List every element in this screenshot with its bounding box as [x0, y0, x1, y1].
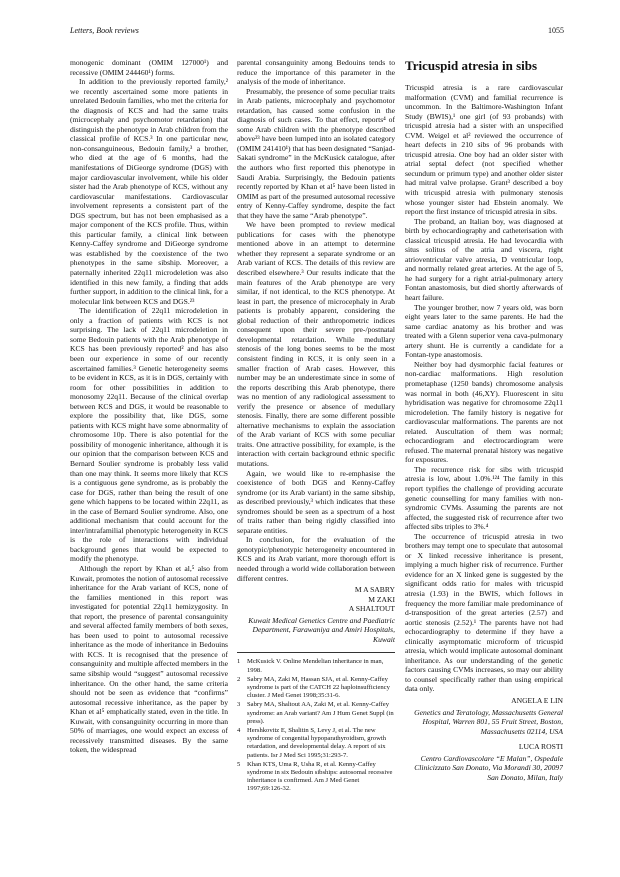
column-right [405, 58, 563, 848]
article-title: Tricuspid atresia in sibs [405, 58, 538, 73]
paragraph: In conclusion, for the evaluation of the genotypic/phenotypic heterogeneity encountered in KCS and its Arab variant, more thorough effort is needed through a world wide collaboration between different centres. [237, 535, 395, 583]
paragraph: Presumably, the presence of some peculiar traits in Arab patients, microcephaly and psychomotor retardation, has caused some confusion in the diagnosis of such cases. To that effect, reports⁴ of some Arab children with the phenotype described above²³ have been lumped into an isolated category (OMIM 241410¹) that has been designated “Sanjad-Sakati syndrome” in the McKusick catalogue, after the authors who first reported this phenotype in Saudi Arabia. Surprisingly, the Bedouin patients recently reported by Khan et al⁵ have been listed in OMIM as part of the presumed autosomal recessive entry of Kenny-Caffey syndrome, despite the fact that they have the same “Arab phenotype”. [237, 86, 395, 220]
page-number: 1055 [548, 26, 564, 35]
paragraph: The identification of 22q11 microdeletion in only a fraction of patients with KCS is not surprising. The lack of 22q11 microdeletion in some Bedouin patients with the Arab phenotype of KCS has been previously reported² and has also been our experience in some of our recently ascertained families.³ Genetic heterogeneity seems to be evident in KCS, as it is in DGS, certainly with room for other possibilities in addition to monosomy 22q11. Because of the clinical overlap between KCS and DGS, it would be reasonable to explore the possibility that, like DGS, some patients with KCS might have some abnormality of chromosome 10p. There is also potential for the possibility of monogenic inheritance, although it is our opinion that the comparison between KCS and Bernard Soulier syndrome is probably less valid than one may think. It seems more likely that KCS is a contiguous gene syndrome, as is probably the case for DGS, rather than being the result of one gene which happens to be located within 22q11, as in the case of Bernard Soulier syndrome. Also, one additional mechanism that could account for the inter/intrafamilial phenotypic heterogeneity in KCS is the role of interactions with individual background genes that would be expected to modify the phenotype. [70, 306, 228, 564]
author-name: ANGELA E LIN [511, 696, 563, 705]
reference-item [237, 658, 395, 674]
paragraph: The recurrence risk for sibs with tricuspid atresia is low, about 1.0%.¹²⁴ The family in this report typifies the challenge of providing accurate genetic counselling for many families with non-syndromic CVMs. Assuming the parents are not affected, the suggested risk of recurrence after two affected sibs triples to 3%.⁴ [405, 464, 563, 532]
author-name: LUCA ROSTI [518, 742, 563, 752]
reference-item [237, 701, 395, 726]
paragraph: Neither boy had dysmorphic facial features or non-cardiac malformations. High resolution prometaphase (1250 bands) chromosome analysis was normal in both (46,XY). Fluorescent in situ hybridisation was negative for chromosome 22q11 microdeletion. The family history is negative for cardiovascular malformations. The parents are not related. Auscultation of them was normal; echocardiogram and electrocardiogram were refused. The maternal prenatal history was negative for exposures. [405, 359, 563, 465]
author-name: A SHALTOUT [348, 604, 395, 614]
signature-block [237, 585, 395, 614]
author-affiliation: Centro Cardiovascolare “E Malan”, Ospedale Clinicizzato San Donato, Via Morandi 30, 20097 San Donato, Milan, Italy [414, 753, 563, 782]
paragraph: In addition to the previously reported family,² we recently ascertained some more patients in unrelated Bedouin families, who met the criteria for the diagnosis of KCS and had the same traits (microcephaly and psychomotor retardation) that distinguish the phenotype in Arab children from the classical profile of KCS.³ In one particular new, non-consanguineous, Bedouin family,³ a brother, who died at the age of 6 months, had the manifestations of DiGeorge syndrome (DGS) with major cardiovascular involvement, while his older sister had the Arab phenotype of KCS, without any cardiovascular manifestations. Cardiovascular involvement represents a consistent part of the DGS spectrum, but has not been emphasised as a major component of the KCS profile. Thus, within this particular family, a clinical link between Kenny-Caffey syndrome and DiGeorge syndrome was established by the coexistence of the two phenotypes in the same sibship. Moreover, a paternally inherited 22q11 microdeletion was also identified in this new family, a finding that adds further support, in addition to the clinical link, for a molecular link between KCS and DGS.²³ [70, 77, 228, 306]
reference-number: 4 [237, 726, 241, 734]
author-name: M ZAKI [368, 594, 395, 604]
column-left [70, 58, 228, 848]
reference-text: Sabry MA, Zaki M, Hassan SJA, et al. Kenny-Caffey syndrome is part of the CATCH 22 haploinsufficiency cluster. J Med Genet 1998;35:31-6. [247, 675, 390, 700]
reference-list [237, 652, 395, 793]
running-head: Letters, Book reviews [70, 26, 139, 35]
reference-number: 2 [237, 675, 241, 683]
reference-text: Hershkovitz E, Shalitin S, Levy J, et al. The new syndrome of congenital hypoparathyroidism, growth retardation, and developmental delay. A report of six patients. Isr J Med Sci 1995;31:293-7. [247, 726, 386, 759]
reference-number: 5 [237, 760, 241, 768]
reference-number: 1 [237, 658, 241, 666]
reference-item [237, 676, 395, 701]
paragraph: Again, we would like to re-emphasise the coexistence of both DGS and Kenny-Caffey syndrome (or its Arab variant) in the same sibship, as described previously,³ which indicates that these syndromes should be seen as a spectrum of a host of traits rather than being rigidly classified into separate entities. [237, 468, 395, 535]
reference-text: Khan KTS, Uma R, Usha R, et al. Kenny-Caffey syndrome in six Bedouin sibships: autosomal recessive inheritance is confirmed. Am J Med Genet 1997;69:126-32. [247, 760, 393, 793]
reference-item [237, 761, 395, 794]
author-name: M A SABRY [354, 585, 395, 595]
author-affiliation: Kuwait Medical Genetics Centre and Paediatric Department, Farawaniya and Amiri Hospitals, Kuwait [248, 615, 395, 644]
paragraph: The occurrence of tricuspid atresia in two brothers may tempt one to speculate that autosomal or X linked recessive inheritance is present, implying a much higher risk of recurrence. Further evidence for an X linked gene is suggested by the significant odds ratio for males with tricuspid atresia (1.93) in the BWIS, which follows in frequency the more familiar male predominance of d-transposition of the great arteries (2.57) and aortic stenosis (2.52).¹ The parents have not had echocardiography to determine if they have a clinically asymptomatic microform of tricuspid atresia, which would implicate autosomal dominant inheritance. As our understanding of the genetic factors causing CVMs increases, so may our ability to counsel specifically rather than using empirical data only. [405, 531, 563, 694]
reference-item [237, 727, 395, 760]
paragraph: The proband, an Italian boy, was diagnosed at birth by echocardiography and catheterisation with classical tricuspid atresia. He had levocardia with situs solitus of the atria and viscera, right atrioventricular valve atresia, D ventricular loop, and normally related great arteries. At the age of 5, he had surgery for a right atrial-pulmonary artery Fontan anastomosis, but died shortly afterwards of heart failure. [405, 216, 563, 303]
paragraph: We have been prompted to review medical publications for cases with the phenotype mentioned above in an attempt to determine whether they represent a separate syndrome or an Arab variant of KCS. The details of this review are described elsewhere.³ Our results indicate that the main features of the Arab phenotype are very similar, if not identical, to the KCS phenotype. At least in part, the presence of microcephaly in Arab patients is probably apparent, considering the global reduction of their anthropometric indices consequent upon their severe pre-/postnatal developmental retardation. While medullary stenosis of the long bones seems to be the most consistent finding in KCS, it is only seen in a smaller fraction of Arab cases. However, this number may be an underestimate since in some of the reports describing this Arab phenotype, there was no mention of any radiological assessment to verify the presence or absence of medullary stenosis. Finally, there are some different possible alternative mechanisms to explain the association of the Arab variant of KCS with some peculiar traits. One attractive possibility, for example, is the interaction with certain background ethnic specific mutations. [237, 220, 395, 468]
reference-text: McKusick V. Online Mendelian inheritance in man, 1998. [247, 658, 384, 674]
paragraph: Although the report by Khan et al,⁵ also from Kuwait, promotes the notion of autosomal recessive inheritance for the Arab variant of KCS, none of the families mentioned in this report was investigated for potential 22q11 hemizygosity. In that report, the presence of parental consanguinity and several affected family members of both sexes, has been used to point to autosomal recessive inheritance as the mode of inheritance in Bedouins with KCS. It is recognised that the presence of consanguinity and multiple affected members in the same sibship would “suggest” autosomal recessive inheritance. On the other hand, the same criteria should not be seen as evidence that “confirms” autosomal recessive inheritance, as the paper by Khan et al⁵ emphatically stated, even in the title. In Kuwait, with consanguinity occurring in more than 50% of marriages, one would expect an excess of recessively transmitted diseases. By the same token, the widespread [70, 563, 228, 755]
column-middle [237, 58, 395, 848]
author-affiliation: Genetics and Teratology, Massachusetts General Hospital, Warren 801, 55 Fruit Street, Boston, Massachusetts 02114, USA [414, 707, 563, 736]
reference-text: Sabry MA, Shaltout AA, Zaki M, et al. Kenny-Caffey syndrome: an Arab variant? Am J Hum Genet Suppl (in press). [247, 701, 394, 725]
paragraph: The younger brother, now 7 years old, was born eight years later to the same parents. He had the same cardiac anatomy as his brother and was treated with a Glenn superior vena cava-pulmonary artery shunt. He is currently a candidate for a Fontan-type anastomosis. [405, 302, 563, 360]
paragraph: Tricuspid atresia is a rare cardiovascular malformation (CVM) and familial recurrence is uncommon. In the Baltimore-Washington Infant Study (BWIS),¹ one girl (of 93 probands) with tricuspid atresia had a sister with an unspecified CVM. Weigel et al² reviewed the occurrence of heart defects in 210 sibs of 96 probands with tricuspid atresia. One boy had an older sister with atrial septal defect (not specified whether secundum or primum type) and another older sister had mitral valve prolapse. Grant³ described a boy with tricuspid atresia with pulmonary stenosis whose younger sister had Ebstein anomaly. We report the first instance of tricuspid atresia in sibs. [405, 83, 563, 217]
reference-number: 3 [237, 701, 241, 709]
paragraph: parental consanguinity among Bedouins tends to reduce the importance of this parameter in the analysis of the mode of inheritance. [237, 58, 395, 87]
paragraph: monogenic dominant (OMIM 127000¹) and recessive (OMIM 244460¹) forms. [70, 58, 228, 77]
